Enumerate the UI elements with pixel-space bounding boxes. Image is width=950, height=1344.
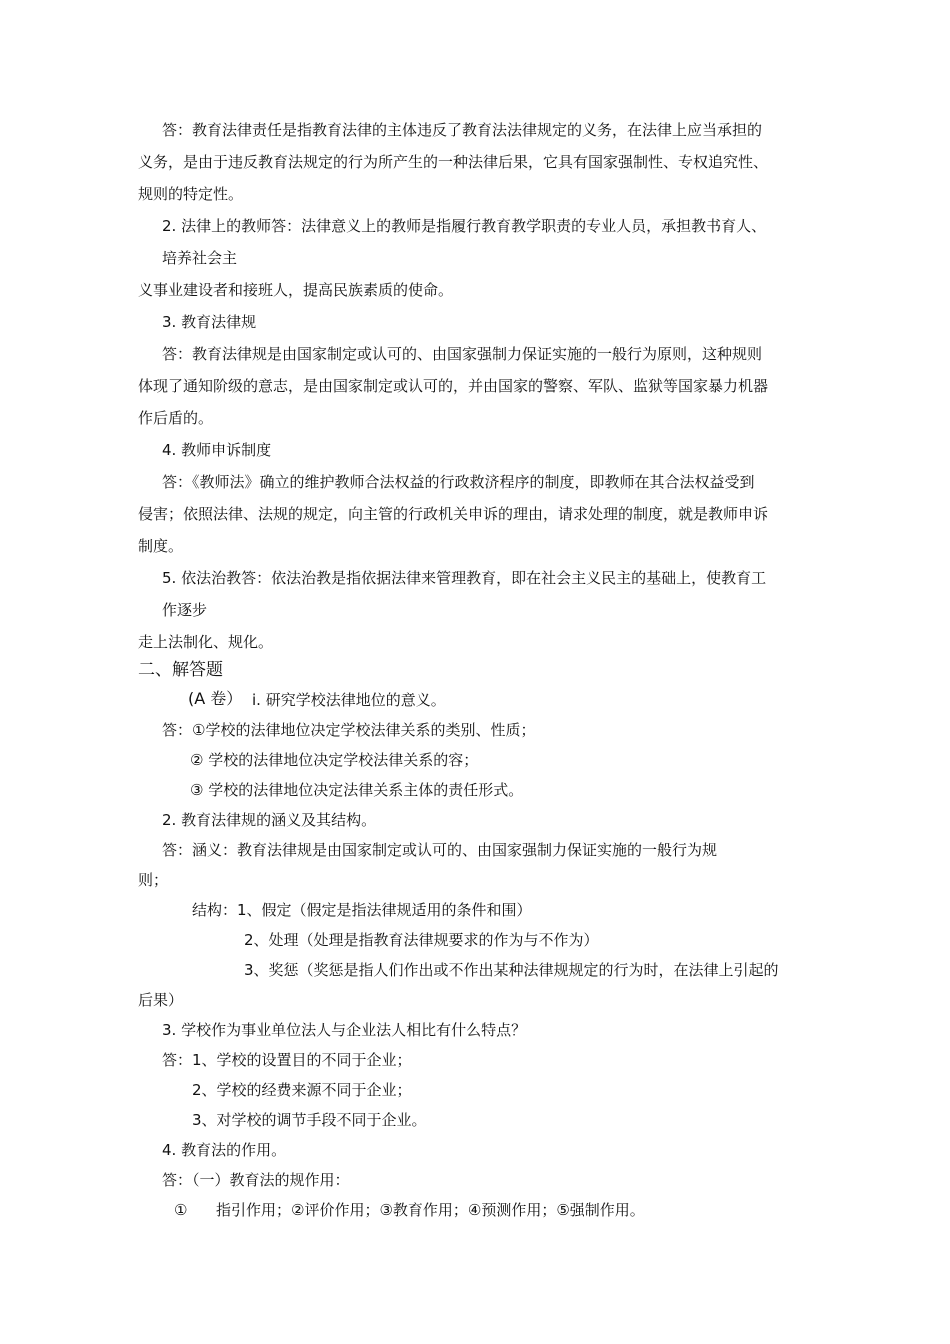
answer-q3-line-2: 2、学校的经费来源不同于企业；: [192, 1081, 412, 1099]
question-2: 2. 教育法律规的涵义及其结构。: [162, 811, 377, 829]
answer-1-line-2: 义务，是由于违反教育法规定的行为所产生的一种法律后果，它具有国家强制性、专权追究性、: [138, 153, 769, 171]
section-heading: 二、解答题: [138, 660, 223, 680]
item-2-line-3: 义事业建设者和接班人，提高民族素质的使命。: [138, 281, 454, 299]
answer-4-line-2: 侵害；依照法律、法规的规定，向主管的行政机关申诉的理由，请求处理的制度，就是教师申诉: [138, 505, 769, 523]
answer-q2-line-2: 则；: [138, 871, 169, 889]
item-3-term: 3. 教育法律规: [162, 313, 257, 331]
answer-q4-bullet: ①: [174, 1201, 188, 1219]
question-1: i. 研究学校法律地位的意义。: [252, 691, 446, 709]
answer-q2-structure-1: 结构：1、假定（假定是指法律规适用的条件和围）: [192, 901, 532, 919]
answer-q1-line-2: ② 学校的法律地位决定学校法律关系的容；: [190, 751, 479, 769]
item-5-line-3: 走上法制化、规化。: [138, 633, 274, 651]
item-2-line-2: 培养社会主: [162, 249, 238, 267]
answer-3-line-3: 作后盾的。: [138, 409, 214, 427]
answer-q3-line-3: 3、对学校的调节手段不同于企业。: [192, 1111, 427, 1129]
answer-q2-line-1: 答：涵义：教育法律规是由国家制定或认可的、由国家强制力保证实施的一般行为规: [162, 841, 718, 859]
item-2-term: 2. 法律上的教师答：法律意义上的教师是指履行教育教学职责的专业人员，承担教书育人、: [162, 217, 767, 235]
answer-q2-structure-2: 2、处理（处理是指教育法律规要求的作为与不作为）: [244, 931, 599, 949]
answer-q1-line-1: 答：①学校的法律地位决定学校法律关系的类别、性质；: [162, 721, 536, 739]
answer-q1-line-3: ③ 学校的法律地位决定法律关系主体的责任形式。: [190, 781, 524, 799]
answer-q4-line-1: 答：（一）教育法的规作用：: [162, 1171, 350, 1189]
answer-3-line-1: 答：教育法律规是由国家制定或认可的、由国家强制力保证实施的一般行为原则，这种规则: [162, 345, 763, 363]
answer-4-line-3: 制度。: [138, 537, 184, 555]
answer-q2-structure-3-cont: 后果）: [138, 991, 184, 1009]
paper-label: (A 卷）: [188, 689, 243, 708]
answer-3-line-2: 体现了通知阶级的意志，是由国家制定或认可的，并由国家的警察、军队、监狱等国家暴力机器: [138, 377, 769, 395]
question-3: 3. 学校作为事业单位法人与企业法人相比有什么特点？: [162, 1021, 527, 1039]
answer-q4-line-2: 指引作用；②评价作用；③教育作用；④预测作用；⑤强制作用。: [216, 1201, 645, 1219]
answer-1-line-1: 答：教育法律责任是指教育法律的主体违反了教育法法律规定的义务，在法律上应当承担的: [162, 121, 763, 139]
item-4-term: 4. 教师申诉制度: [162, 441, 272, 459]
item-5-term: 5. 依法治教答：依法治教是指依据法律来管理教育，即在社会主义民主的基础上，使教育工: [162, 569, 767, 587]
answer-4-line-1: 答：《教师法》确立的维护教师合法权益的行政救济程序的制度，即教师在其合法权益受到: [162, 473, 755, 491]
question-4: 4. 教育法的作用。: [162, 1141, 287, 1159]
answer-q2-structure-3: 3、奖惩（奖惩是指人们作出或不作出某种法律规规定的行为时，在法律上引起的: [244, 961, 779, 979]
answer-1-line-3: 规则的特定性。: [138, 185, 244, 203]
item-5-line-2: 作逐步: [162, 601, 208, 619]
answer-q3-line-1: 答：1、学校的设置目的不同于企业；: [162, 1051, 412, 1069]
